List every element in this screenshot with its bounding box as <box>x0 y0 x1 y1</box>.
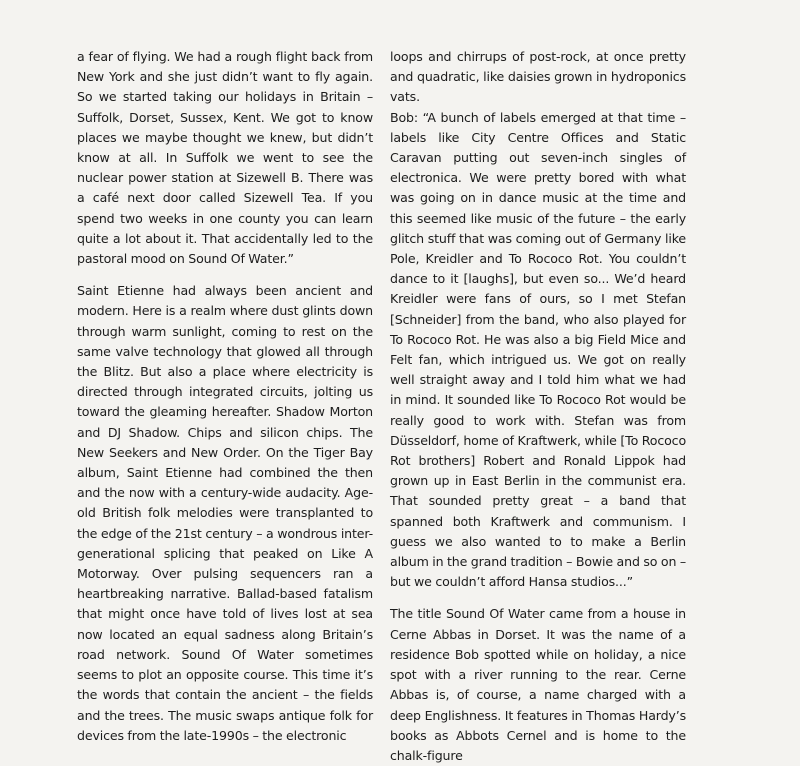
paragraph: loops and chirrups of post-rock, at once pretty and quadratic, like daisies grown in hydroponics vats. <box>390 49 686 105</box>
paragraph: a fear of flying. We had a rough flight back from New York and she just didn’t want to fly again. So we started taking our holidays in Britain – Suffolk, Dorset, Sussex, Kent. We got to know places we maybe thought we knew, but didn’t know at all. In Suffolk we went to see the nuclear power station at Sizewell B. There was a café next door called Sizewell Tea. If you spend two weeks in one county you can learn quite a lot about it. That accidentally led to the pastoral mood on Sound Of Water.” <box>77 49 373 267</box>
paragraph: Saint Etienne had always been ancient and modern. Here is a realm where dust glints down through warm sunlight, coming to rest on the same valve technology that glowed all through the Blitz. But also a place where electricity is directed through integrated circuits, jolting us toward the gleaming hereafter. Shadow Morton and DJ Shadow. Chips and silicon chips. The New Seekers and New Order. On the Tiger Bay album, Saint Etienne had combined the then and the now with a century-wide audacity. Age-old British folk melodies were transplanted to the edge of the 21st century – a wondrous inter-generational splicing that peaked on Like A Motorway. Over pulsing sequencers ran a heartbreaking narrative. Ballad-based fatalism that might once have told of lives lost at sea now located an equal sadness along Britain’s road network. Sound Of Water sometimes seems to plot an opposite course. This time it’s the words that contain the ancient – the fields and the trees. The music swaps antique folk for devices from the late-1990s – the electronic <box>77 283 373 743</box>
paragraph: The title Sound Of Water came from a house in Cerne Abbas in Dorset. It was the name of a residence Bob spotted while on holiday, a nice spot with a river running to the rear. Cerne Abbas is, of course, a name charged with a deep Englishness. It features in Thomas Hardy’s books as Abbots Cernel and is home to the chalk-figure <box>390 606 686 763</box>
right-column <box>390 47 686 766</box>
paragraph: Bob: “A bunch of labels emerged at that time – labels like City Centre Offices and Static Caravan putting out seven-inch singles of electronica. We were pretty bored with what was going on in dance music at the time and this seemed like music of the future – the early glitch stuff that was coming out of Germany like Pole, Kreidler and To Rococo Rot. You couldn’t dance to it [laughs], but even so... We’d heard Kreidler were fans of ours, so I met Stefan [Schneider] from the band, who also played for To Rococo Rot. He was also a big Field Mice and Felt fan, which intrigued us. We got on really well straight away and I told him what we had in mind. It sounded like To Rococo Rot would be really good to work with. Stefan was from Düsseldorf, home of Kraftwerk, while [To Rococo Rot brothers] Robert and Ronald Lippok had grown up in East Berlin in the communist era. That sounded pretty great – a band that spanned both Kraftwerk and communism. I guess we also wanted to to make a Berlin album in the grand tradition – Bowie and so on – but we couldn’t afford Hansa studios...” <box>390 109 686 590</box>
left-column <box>77 47 373 746</box>
